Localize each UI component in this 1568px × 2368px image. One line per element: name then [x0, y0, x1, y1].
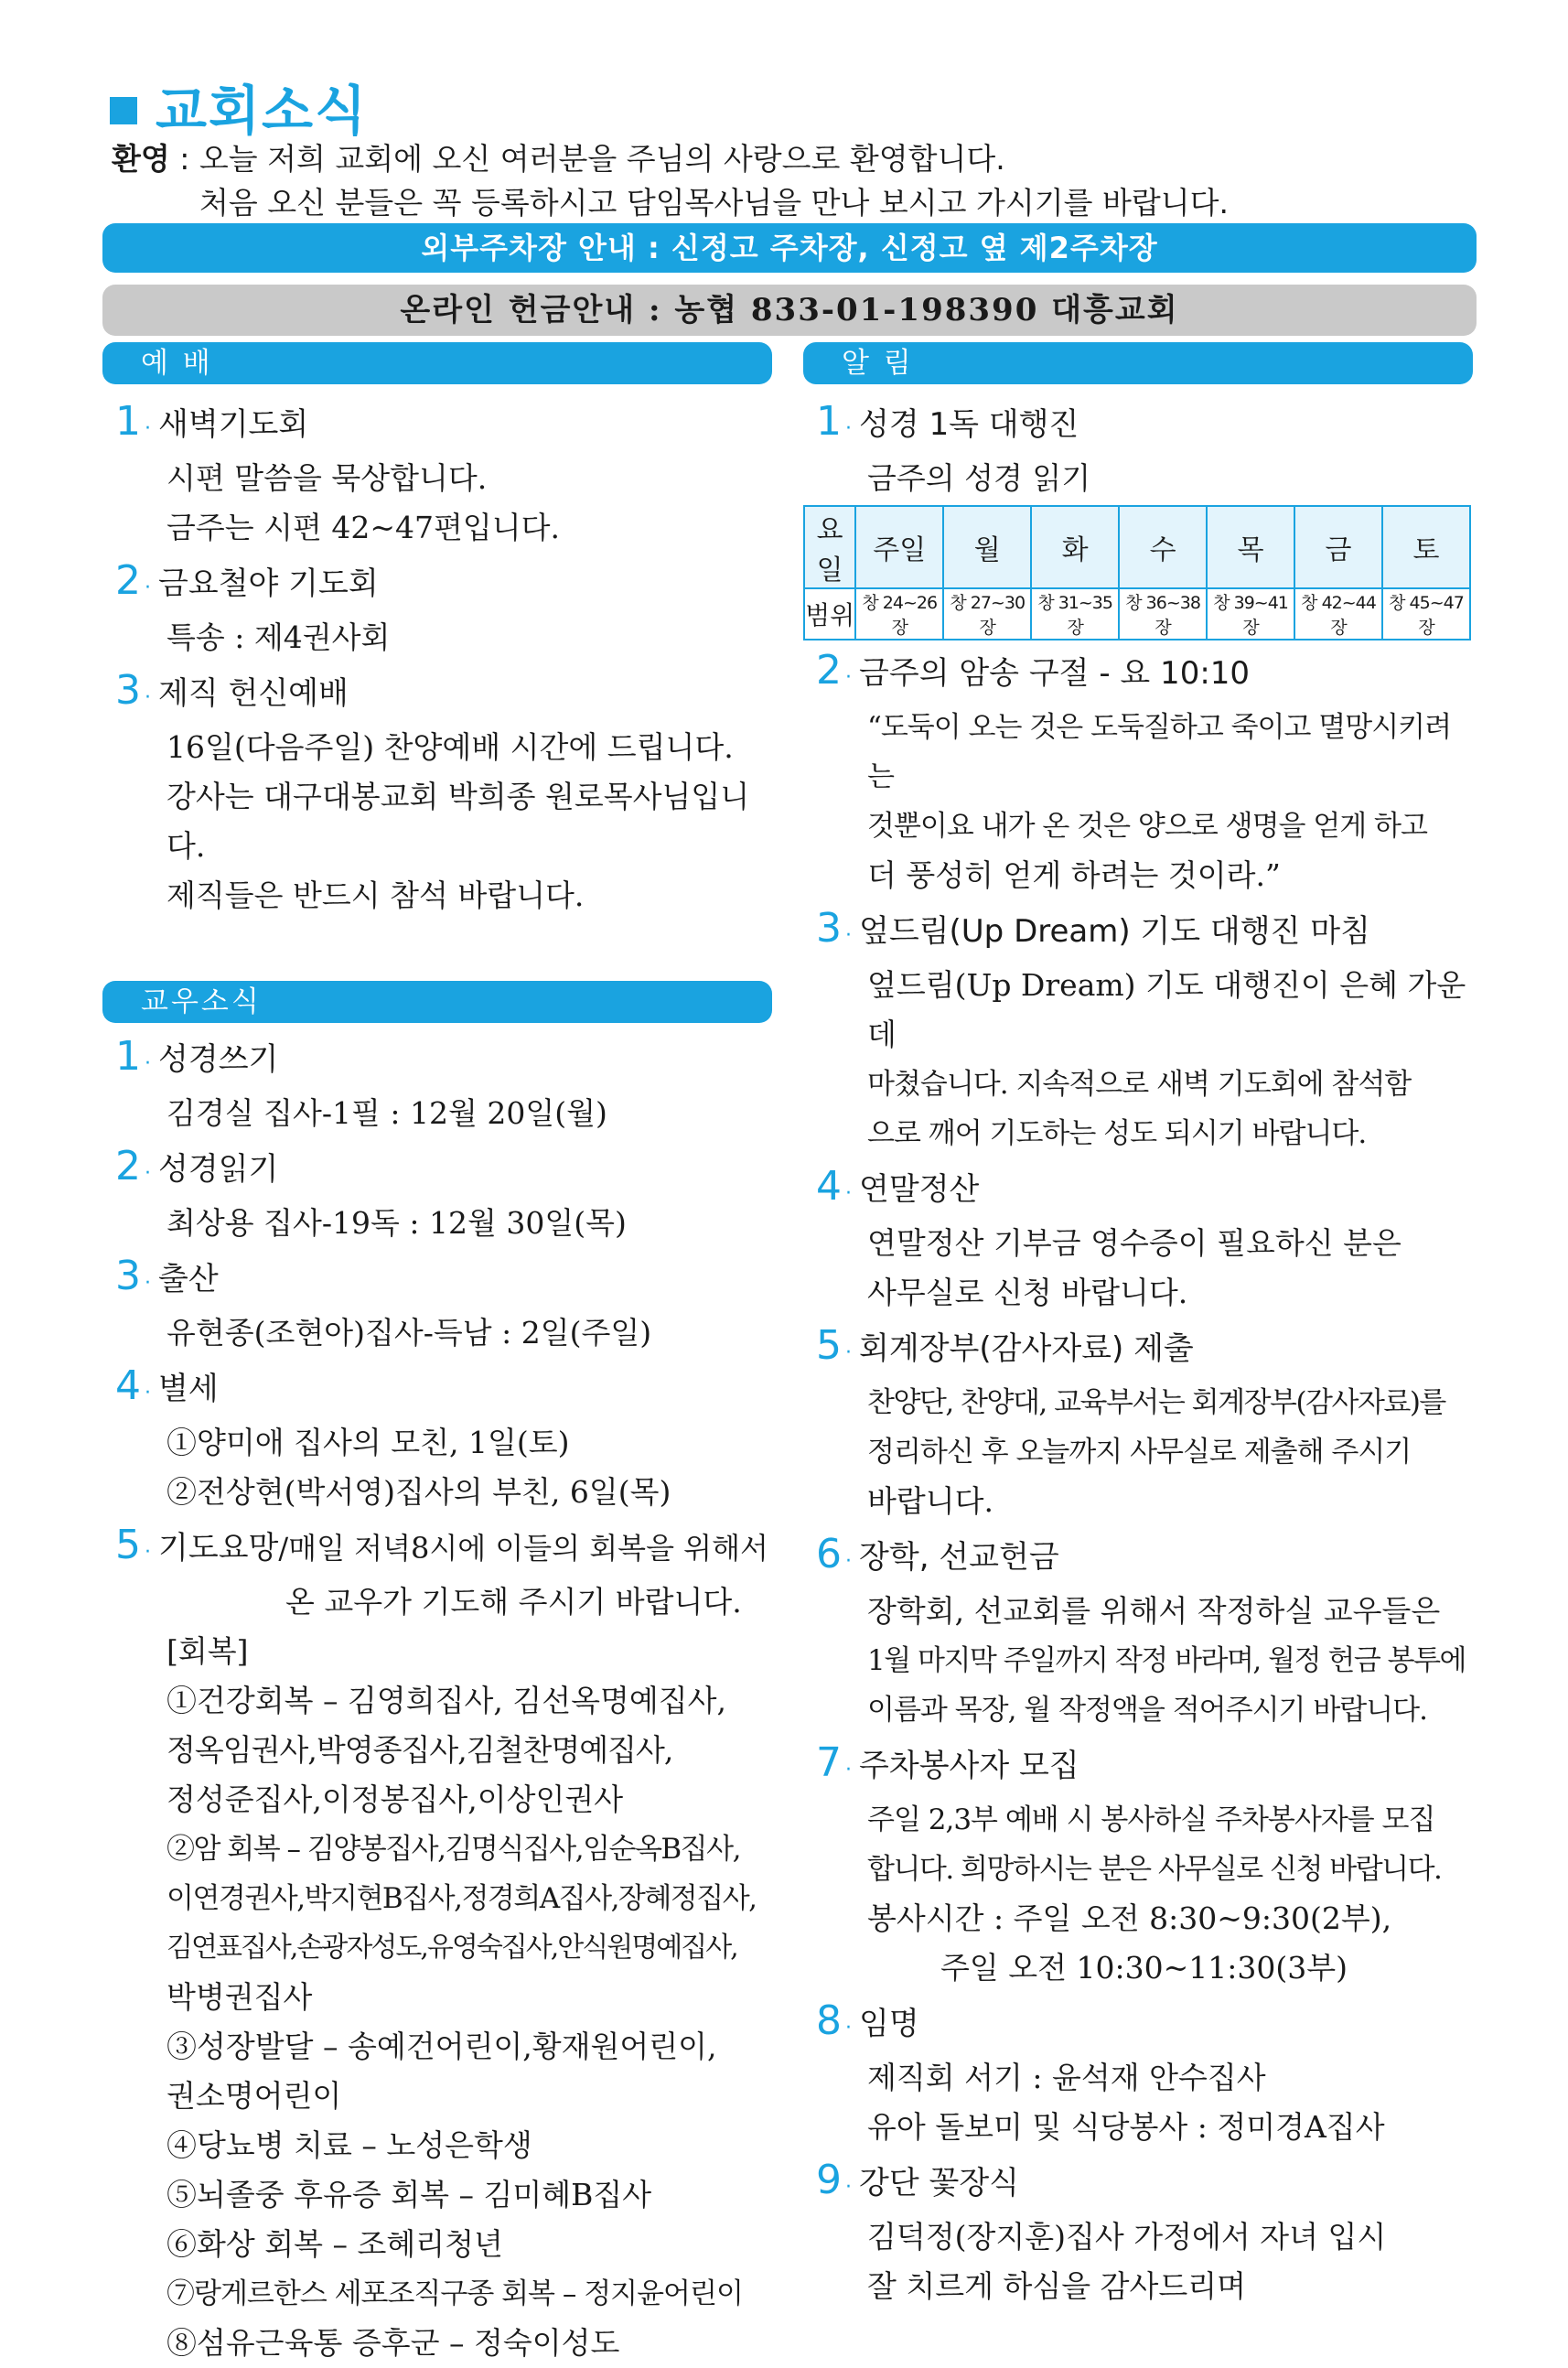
- item-line: 찬양단, 찬양대, 교육부서는 회계장부(감사자료)를: [867, 1386, 1445, 1419]
- right-column: [803, 342, 1473, 2311]
- item-line: 연말정산 기부금 영수증이 필요하신 분은: [867, 1225, 1402, 1261]
- item-title: 성경쓰기: [158, 1041, 279, 1078]
- table-cell: 창 42~44장: [1294, 588, 1382, 640]
- square-bullet-icon: [110, 97, 137, 124]
- list-item: [102, 666, 772, 723]
- item-line: 권소명어린이: [166, 2078, 342, 2114]
- bullet-dot: ·: [845, 1341, 852, 1364]
- item-line: ⑥화상 회복 – 조혜리청년: [166, 2226, 503, 2262]
- item-number: 2: [115, 1143, 141, 1189]
- list-item: [102, 1142, 772, 1199]
- item-line: 김연표집사,손광자성도,유영숙집사,안식원명예집사,: [166, 1932, 737, 1964]
- table-cell: 주일: [855, 506, 943, 588]
- item-line: 장학회, 선교회를 위해서 작정하실 교우들은: [867, 1593, 1441, 1629]
- list-item: [803, 1738, 1473, 1795]
- list-item: [803, 397, 1473, 454]
- item-line: ⑤뇌졸중 후유증 회복 – 김미혜B집사: [166, 2177, 652, 2212]
- table-cell: 금: [1294, 506, 1382, 588]
- item-line: 제직들은 반드시 참석 바랍니다.: [166, 877, 585, 913]
- bible-reading-table: [803, 505, 1471, 640]
- list-item: [803, 1530, 1473, 1587]
- item-line: ④당뇨병 치료 – 노성은학생: [166, 2127, 532, 2163]
- offering-banner: 온라인 헌금안내 : 농협 833-01-198390 대흥교회: [102, 285, 1477, 336]
- list-item: [803, 2156, 1473, 2212]
- item-number: 3: [816, 905, 842, 952]
- welcome-label: 환영: [112, 141, 170, 177]
- bullet-dot: ·: [145, 1052, 151, 1075]
- prayer-title-rest: /매일 저녁8시에 이들의 회복을 위해서: [278, 1531, 768, 1566]
- bullet-dot: ·: [845, 1550, 852, 1573]
- item-title: 금주의 암송 구절 - 요 10:10: [859, 655, 1251, 692]
- members-section: [102, 1032, 772, 2368]
- worship-section: [102, 397, 772, 920]
- item-number: 4: [115, 1362, 141, 1409]
- bullet-dot: ·: [145, 576, 151, 599]
- item-line: 주일 2,3부 예배 시 봉사하실 주차봉사자를 모집: [867, 1803, 1435, 1836]
- item-line: ⑧섬유근육통 증후군 – 정숙이성도: [166, 2325, 620, 2361]
- item-line: ①건강회복 – 김영희집사, 김선옥명예집사,: [166, 1683, 726, 1718]
- table-row: [804, 506, 1470, 588]
- list-item: [102, 1032, 772, 1089]
- item-line: 합니다. 희망하시는 분은 사무실로 신청 바랍니다.: [867, 1853, 1442, 1886]
- item-line: 16일(다음주일) 찬양예배 시간에 드립니다.: [166, 729, 734, 765]
- bullet-dot: ·: [145, 686, 151, 709]
- item-line: 온 교우가 기도해 주시기 바랍니다.: [285, 1584, 742, 1620]
- item-number: 1: [115, 1033, 141, 1080]
- item-line: 1월 마지막 주일까지 작정 바라며, 월정 헌금 봉투에: [867, 1644, 1466, 1677]
- table-cell: 창 45~47장: [1382, 588, 1470, 640]
- table-cell: 월: [943, 506, 1031, 588]
- item-line: 잘 치르게 하심을 감사드리며: [867, 2268, 1247, 2304]
- item-line: 최상용 집사-19독 : 12월 30일(목): [166, 1205, 627, 1241]
- parking-banner: 외부주차장 안내 : 신정고 주차장, 신정고 옆 제2주차장: [102, 223, 1477, 273]
- item-title: 금요철야 기도회: [158, 565, 379, 602]
- item-line: [회복]: [166, 1633, 249, 1669]
- item-line: 정리하신 후 오늘까지 사무실로 제출해 주시기: [867, 1436, 1412, 1469]
- bullet-dot: ·: [145, 1541, 151, 1564]
- item-line: ⑦랑게르한스 세포조직구종 회복 – 정지윤어린이: [166, 2277, 743, 2310]
- item-title: 임명: [859, 2006, 919, 2042]
- item-title: [158, 1523, 768, 1573]
- item-title: 출산: [158, 1261, 219, 1297]
- item-line: 정성준집사,이정봉집사,이상인권사: [166, 1781, 624, 1817]
- item-line: “도둑이 오는 것은 도둑질하고 죽이고 멸망시키려는: [867, 711, 1452, 793]
- item-number: 5: [115, 1522, 141, 1568]
- item-number: 1: [115, 398, 141, 445]
- item-line: 봉사시간 : 주일 오전 8:30~9:30(2부),: [867, 1900, 1392, 1936]
- item-line: 마쳤습니다. 지속적으로 새벽 기도회에 참석함: [867, 1068, 1412, 1101]
- item-line: 유아 돌보미 및 식당봉사 : 정미경A집사: [867, 2109, 1385, 2145]
- bullet-dot: ·: [845, 924, 852, 947]
- list-item: [102, 1362, 772, 1418]
- bullet-dot: ·: [845, 2017, 852, 2040]
- item-title: 주차봉사자 모집: [859, 1748, 1079, 1784]
- table-cell: 창 39~41장: [1207, 588, 1294, 640]
- prayer-title: 기도요망: [158, 1530, 279, 1566]
- left-column: [102, 342, 772, 2368]
- item-line: 금주는 시편 42~47편입니다.: [166, 510, 561, 545]
- bullet-dot: ·: [145, 1272, 151, 1295]
- item-line: 이름과 목장, 월 작정액을 적어주시기 바랍니다.: [867, 1694, 1427, 1727]
- item-number: 5: [816, 1322, 842, 1369]
- item-line: ③성장발달 – 송예건어린이,황재원어린이,: [166, 2029, 717, 2064]
- welcome-line-2: 처음 오신 분들은 꼭 등록하시고 담임목사님을 만나 보시고 가시기를 바랍니다.: [199, 185, 1229, 221]
- item-line: ①양미애 집사의 모친, 1일(토): [166, 1425, 570, 1460]
- item-line: 제직회 서기 : 윤석재 안수집사: [867, 2060, 1266, 2095]
- item-line: 엎드림(Up Dream) 기도 대행진이 은혜 가운데: [867, 967, 1466, 1052]
- list-item: [803, 904, 1473, 961]
- item-line: 특송 : 제4권사회: [166, 619, 391, 655]
- list-item: [803, 1997, 1473, 2053]
- worship-header: 예 배: [102, 342, 772, 384]
- item-number: 4: [816, 1163, 842, 1210]
- item-number: 2: [115, 557, 141, 604]
- item-title: 새벽기도회: [158, 406, 309, 443]
- item-line: 것뿐이요 내가 온 것은 양으로 생명을 얻게 하고: [867, 810, 1427, 843]
- item-line: 더 풍성히 얻게 하려는 것이라.”: [867, 857, 1281, 893]
- table-cell: 요일: [804, 506, 855, 588]
- item-line: 김덕정(장지훈)집사 가정에서 자녀 입시: [867, 2219, 1387, 2255]
- list-item: [102, 556, 772, 613]
- item-title: 별세: [158, 1371, 219, 1407]
- table-cell: 창 36~38장: [1119, 588, 1207, 640]
- table-cell: 화: [1031, 506, 1119, 588]
- table-row: [804, 588, 1470, 640]
- item-title: 엎드림(Up Dream) 기도 대행진 마침: [859, 913, 1370, 950]
- item-line: 사무실로 신청 바랍니다.: [867, 1275, 1188, 1310]
- item-number: 1: [816, 398, 842, 445]
- item-title: 제직 헌신예배: [158, 675, 349, 712]
- item-line: 으로 깨어 기도하는 성도 되시기 바랍니다.: [867, 1117, 1367, 1150]
- item-number: 3: [115, 667, 141, 714]
- item-number: 8: [816, 1997, 842, 2044]
- page-title-text: 교회소식: [156, 80, 369, 142]
- welcome-message: [112, 137, 1229, 225]
- item-title: 강단 꽃장식: [859, 2165, 1020, 2201]
- item-line: 이연경권사,박지현B집사,정경희A집사,장혜정집사,: [166, 1882, 757, 1915]
- bullet-dot: ·: [845, 666, 852, 689]
- item-title: 장학, 선교헌금: [859, 1539, 1059, 1576]
- item-number: 2: [816, 647, 842, 694]
- item-line: 강사는 대구대봉교회 박희종 원로목사님입니다.: [166, 779, 750, 864]
- item-line: 박병권집사: [166, 1979, 313, 2015]
- item-number: 6: [816, 1531, 842, 1577]
- table-cell: 수: [1119, 506, 1207, 588]
- list-item: [102, 1252, 772, 1308]
- welcome-line-1: : 오늘 저희 교회에 오신 여러분을 주님의 사랑으로 환영합니다.: [169, 141, 1005, 177]
- list-item: [803, 646, 1473, 703]
- item-number: 3: [115, 1253, 141, 1299]
- item-line: 바랍니다.: [867, 1483, 994, 1519]
- item-line: 시편 말씀을 묵상합니다.: [166, 460, 488, 496]
- item-line: ②전상현(박서영)집사의 부친, 6일(목): [166, 1474, 671, 1510]
- table-cell: 창 27~30장: [943, 588, 1031, 640]
- list-item: [803, 1321, 1473, 1378]
- bullet-dot: ·: [845, 1759, 852, 1781]
- item-line: 김경실 집사-1필 : 12월 20일(월): [166, 1095, 607, 1131]
- bullet-dot: ·: [145, 1382, 151, 1405]
- item-line: 주일 오전 10:30~11:30(3부): [940, 1950, 1348, 1986]
- bullet-dot: ·: [845, 2176, 852, 2199]
- members-header: 교우소식: [102, 981, 772, 1023]
- table-cell: 범위: [804, 588, 855, 640]
- item-title: 성경 1독 대행진: [859, 406, 1079, 443]
- table-cell: 창 24~26장: [855, 588, 943, 640]
- item-title: 성경읽기: [158, 1151, 279, 1188]
- table-cell: 창 31~35장: [1031, 588, 1119, 640]
- list-item: [102, 1521, 772, 1577]
- item-number: 7: [816, 1739, 842, 1786]
- item-title: 연말정산: [859, 1171, 980, 1208]
- item-line: ②암 회복 – 김양봉집사,김명식집사,임순옥B집사,: [166, 1833, 740, 1866]
- item-title: 회계장부(감사자료) 제출: [859, 1330, 1194, 1367]
- bullet-dot: ·: [145, 1162, 151, 1185]
- item-line: 정옥임권사,박영종집사,김철찬명예집사,: [166, 1732, 673, 1768]
- item-number: 9: [816, 2157, 842, 2203]
- item-line: 금주의 성경 읽기: [867, 460, 1091, 496]
- notices-header: 알 림: [803, 342, 1473, 384]
- page-title: [110, 80, 369, 142]
- bullet-dot: ·: [845, 1182, 852, 1205]
- list-item: [803, 1162, 1473, 1219]
- list-item: [102, 397, 772, 454]
- table-cell: 목: [1207, 506, 1294, 588]
- bullet-dot: ·: [145, 417, 151, 440]
- notices-section: [803, 397, 1473, 2311]
- table-cell: 토: [1382, 506, 1470, 588]
- item-line: 유현종(조현아)집사-득남 : 2일(주일): [166, 1315, 652, 1351]
- bullet-dot: ·: [845, 417, 852, 440]
